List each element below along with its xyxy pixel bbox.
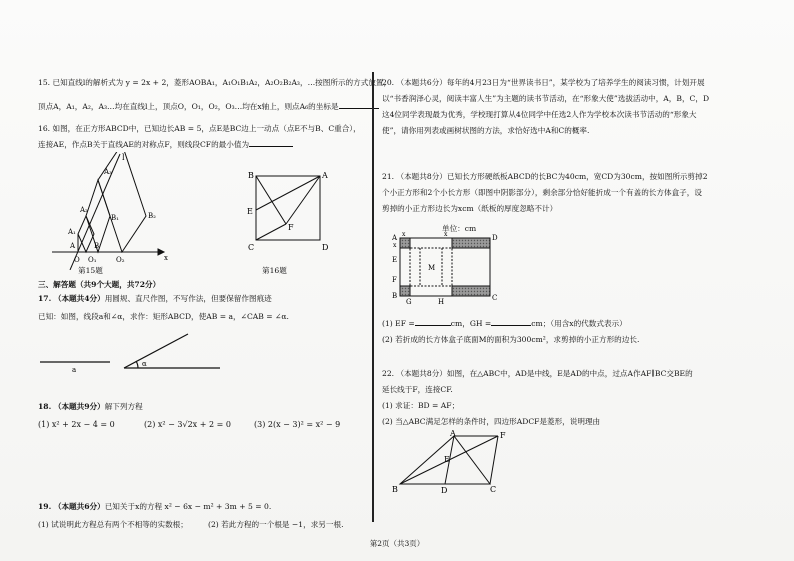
q21-part1: (1) EF = cm，GH = cm；（用含x的代数式表示） [382,319,627,328]
label-B1: B₁ [111,214,119,222]
q21-unit: 单位：cm [442,224,477,233]
label-C: C [490,485,497,494]
fig15-caption: 第15题 [78,266,103,275]
q22-line2: 延长线于F，连接CF. [382,385,453,394]
label-O2: O₂ [116,256,125,264]
q21-line3: 剪掉的小正方形边长为xcm（纸板的厚度忽略不计） [382,204,558,213]
label-x-side: x [393,242,397,249]
label-x-top-2: x [444,231,448,238]
q22-line1: 22. （本题共8分）如图，在△ABC中，AD是中线，E是AD的中点，过点A作AF∥BC交BE的 [382,369,693,378]
label-B2: B₂ [148,212,156,220]
segment-AE [256,176,320,210]
q19-part2: (2) 若此方程的一个根是 −1，求另一根. [208,520,344,529]
label-G: G [406,298,412,304]
q18-eq2: (2) x² − 3√2x + 2 = 0 [144,420,231,429]
label-F: F [288,223,294,232]
label-D: D [322,243,329,252]
section-3-title: 三、解答题（共9个大题，共72分） [38,280,161,289]
label-C: C [248,243,255,252]
label-B: B [392,292,398,300]
label-B: B [248,171,254,180]
q17-line2: 已知：如图，线段a和∠α，求作：矩形ABCD，使AB = a，∠CAB = ∠α. [38,312,289,321]
blank-EF[interactable] [415,325,451,326]
q15-line2: 顶点A，A₁，A₂，A₃…均在直线l上，顶点O，O₁，O₂，O₃…均在x轴上，则点A₆的坐标是 [38,100,379,113]
label-D: D [492,234,498,242]
segment-BF [256,176,286,224]
cut-rect-bottom [452,286,490,296]
q20-line1: 20. （本题共6分）每年的4月23日为“世界读书日”，某学校为了培养学生的阅读习惯，计划开展 [382,78,705,87]
cut-rect-top [452,238,490,248]
q18-head: 18. （本题共9分）解下列方程 [38,402,143,411]
label-A2: A₂ [80,206,88,214]
q18-eq1: (1) x² + 2x − 4 = 0 [38,420,115,429]
segment-CF [490,436,498,484]
label-C: C [492,294,498,302]
label-E: E [247,207,253,216]
label-F: F [392,276,397,284]
page-footer: 第2页（共3页） [369,539,425,548]
figure-16 [244,170,334,254]
cut-square-top [400,238,410,248]
q19-part1: (1) 试说明此方程总有两个不相等的实数根； [38,520,188,529]
cut-square-bottom [400,286,410,296]
label-F: F [500,431,506,440]
label-A: A [322,171,328,180]
label-A1: A₁ [68,228,76,236]
q20-line3: 这4位同学表现最为优秀，学校现打算从4位同学中任选2人作为学校本次读书节活动的“形象大 [382,110,697,119]
figure-22 [392,430,512,494]
label-B: B [392,485,398,494]
figure-21 [392,230,502,304]
segment-CF [256,224,286,240]
q20-line4: 使”，请你用列表或画树状图的方法，求恰好选中A和C的概率. [382,126,590,135]
label-M: M [428,264,436,272]
label-E: E [392,256,398,264]
q19-head: 19. （本题共6分）已知关于x的方程 x² − 6x − m² + 3m + 5 = 0. [38,502,272,511]
q21-part2: (2) 若折成的长方体盒子底面M的面积为300cm²，求剪掉的小正方形的边长. [382,335,640,344]
q16-line1: 16. 如图，在正方形ABCD中，已知边长AB = 5，点E是BC边上一动点（点E不与B、C重合）， [38,124,361,133]
label-A3: A₃ [104,168,112,176]
label-a: a [72,366,77,374]
q22-part2: (2) 当△ABC满足怎样的条件时，四边形ADCF是菱形，说明理由 [382,417,601,426]
fig16-caption: 第16题 [262,266,287,275]
label-x-top: x [402,231,406,238]
label-O: O [74,256,80,264]
column-divider [372,72,374,522]
label-O1: O₁ [88,256,97,264]
label-l: l [122,153,125,162]
figure-15 [48,152,188,270]
q18-eq3: (3) 2(x − 3)² = x² − 9 [254,420,341,429]
label-x: x [164,254,168,262]
line-l [70,154,120,270]
label-alpha: α [142,360,147,368]
label-A: A [392,234,398,242]
q21-line2: 个小正方形和2个小长方形（即图中阴影部分），剩余部分恰好能折成一个有盖的长方体盒子，设 [382,188,702,197]
label-B: B [94,242,100,250]
label-E: E [444,455,450,464]
figure-17 [38,332,238,378]
label-A: A [70,242,76,250]
label-H: H [438,298,445,304]
q22-part1: (1) 求证：BD = AF； [382,401,460,410]
q17-head: 17. （本题共4分）用圆规、直尺作图，不写作法，但要保留作图痕迹 [38,294,272,303]
label-D: D [441,486,448,494]
blank-GH[interactable] [491,325,531,326]
q20-line2: 以“书香润泽心灵，阅读丰富人生”为主题的读书节活动，在“形象大使”选拔活动中，A，B，C，D [382,94,710,103]
q16-line2: 连接AE，作点B关于直线AE的对称点F，则线段CF的最小值为 [38,138,293,151]
rhombus-3 [98,152,146,252]
label-A: A [450,430,456,438]
q15-line1: 15. 已知直线l的解析式为 y = 2x + 2，菱形AOBA₁，A₁O₁B₁A₂，A₂O₂B₂A₃，…按图所示的方式放置， [38,78,392,87]
answer-blank-16[interactable] [249,146,293,147]
angle-ray-2 [124,334,188,368]
q21-line1: 21. （本题共8分）已知长方形硬纸板ABCD的长BC为40cm，宽CD为30cm，按如图所示剪掉2 [382,172,708,181]
